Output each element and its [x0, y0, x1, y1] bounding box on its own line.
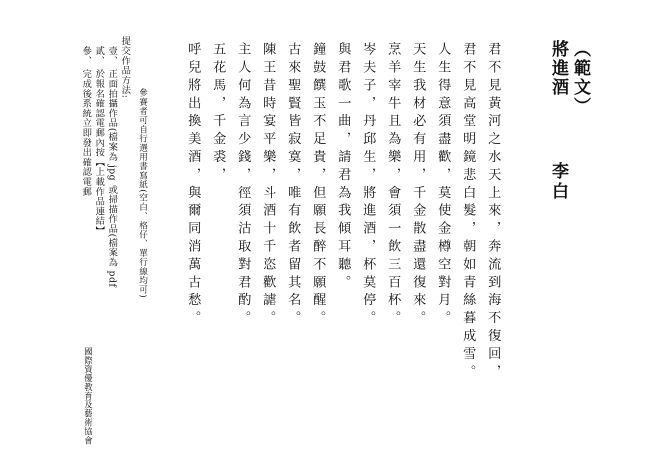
poem-title: 將進酒: [548, 40, 568, 97]
poem-line-4: 天生我材必有用，千金散盡還復來。: [410, 42, 426, 329]
sample-label: （範文）: [570, 40, 590, 116]
poem-line-12: 五花馬，千金裘，: [210, 42, 226, 186]
poem-line-11: 主人何為言少錢，徑須沽取對君酌。: [235, 42, 251, 329]
poem-line-1: 君不見黃河之水天上來，奔流到海不復回，: [485, 42, 501, 383]
submission-step-1: 壹、 正面拍攝作品(檔案為 jpg 或掃描作品(檔案為 pdf: [106, 46, 118, 288]
poem-line-8: 鐘鼓饌玉不足貴，但願長醉不願醒。: [310, 42, 326, 329]
submission-step-3: 參、 完成後系統立即發出確認電郵: [80, 46, 92, 197]
poem-line-2: 君不見高堂明鏡悲白髮，朝如青絲暮成雪。: [460, 42, 476, 383]
poem-line-9: 古來聖賢皆寂寞，唯有飲者留其名。: [285, 42, 301, 329]
poem-line-6: 岑夫子，丹邱生，將進酒，杯莫停。: [360, 42, 376, 329]
poem-line-5: 烹羊宰牛且為樂，會須一飲三百杯。: [385, 42, 401, 329]
organization-name: 國際資優教育及藝術協會: [83, 347, 94, 445]
poem-line-10: 陳王昔時宴平樂，斗酒十千恣歡謔。: [260, 42, 276, 329]
submission-heading: 提交作品方法:: [119, 36, 131, 99]
paper-note: 參賽者可自行選用書寫紙(空白、格仔、單行線均可): [137, 88, 148, 299]
poem-author: 李白: [548, 162, 568, 202]
submission-step-2: 貳、 於報名確認電郵內按【上載作品連結】: [93, 46, 105, 236]
poem-line-13: 呼兒將出換美酒，與爾同消萬古愁。: [185, 42, 201, 329]
poem-line-3: 人生得意須盡歡，莫使金樽空對月。: [435, 42, 451, 329]
poem-line-7: 與君歌一曲，請君為我傾耳聽。: [335, 42, 351, 293]
